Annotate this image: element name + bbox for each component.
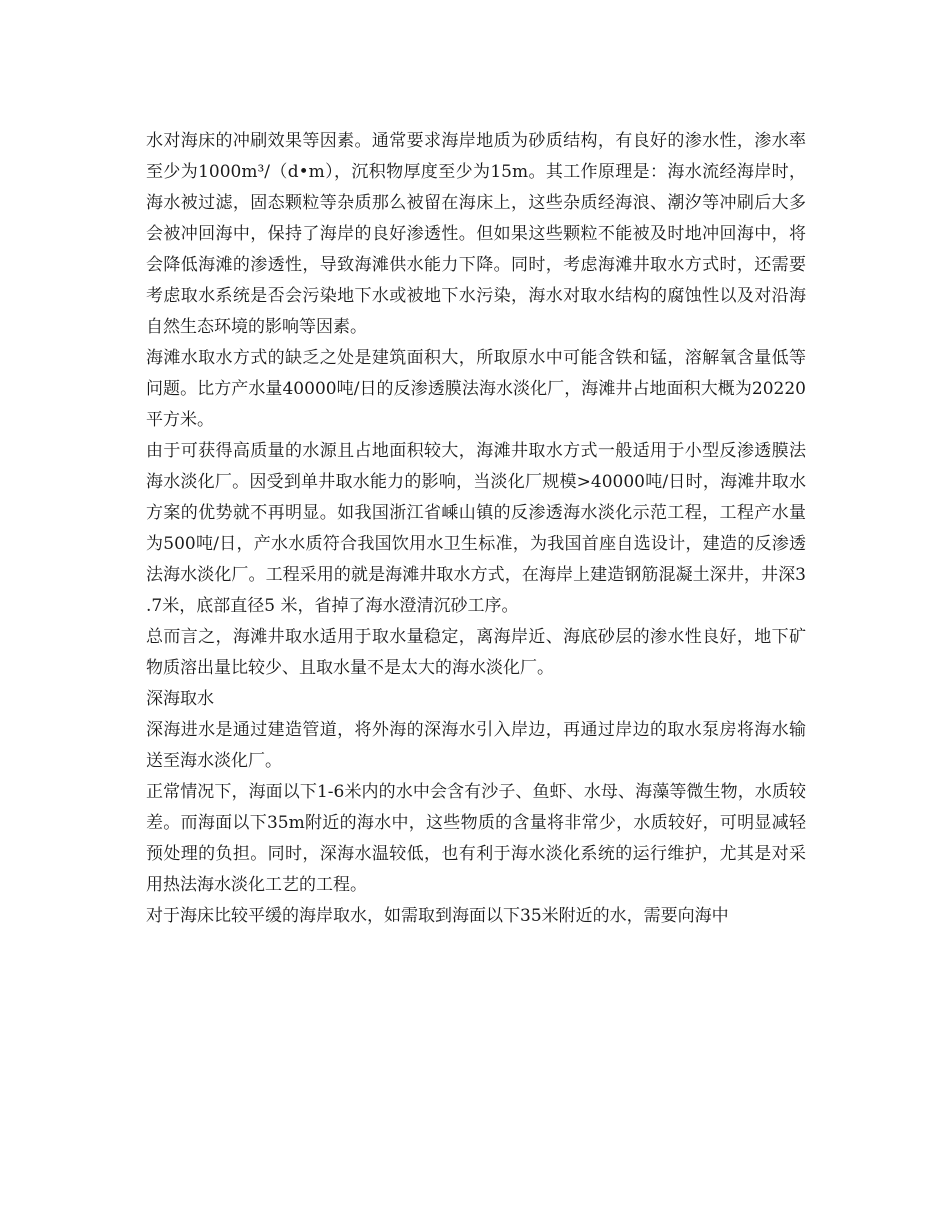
section-heading-deep-sea-intake: 深海取水 bbox=[146, 689, 214, 709]
paragraph-deep-sea-flat-seabed: 对于海床比较平缓的海岸取水，如需取到海面以下35米附近的水，需要向海中 bbox=[146, 906, 729, 926]
paragraph-beach-well-conditions: 水对海床的冲刷效果等因素。通常要求海岸地质为砂质结构，有良好的渗水性，渗水率至少为1000m³/（d•m），沉积物厚度至少为15m。其工作原理是：海水流经海岸时，海水被过滤，固态颗粒等杂质那么被留在海床上，这些杂质经海浪、潮汐等冲刷后大多会被冲回海中，保持了海岸的良好渗透性。但如果这些颗粒不能被及时地冲回海中，将会降低海滩的渗透性，导致海滩供水能力下降。同时，考虑海滩井取水方式时，还需要考虑取水系统是否会污染地下水或被地下水污染，海水对取水结构的腐蚀性以及对沿海自然生态环境的影响等因素。 bbox=[146, 131, 806, 337]
paragraph-beach-well-summary: 总而言之，海滩井取水适用于取水量稳定，离海岸近、海底砂层的渗水性良好，地下矿物质溶出量比较少、且取水量不是太大的海水淡化厂。 bbox=[146, 627, 806, 678]
body-text bbox=[146, 126, 806, 932]
paragraph-beach-well-applicability: 由于可获得高质量的水源且占地面积较大，海滩井取水方式一般适用于小型反渗透膜法海水淡化厂。因受到单井取水能力的影响，当淡化厂规模>40000吨/日时，海滩井取水方案的优势就不再明显。如我国浙江省嵊山镇的反渗透海水淡化示范工程，工程产水量为500吨/日，产水水质符合我国饮用水卫生标准，为我国首座自选设计，建造的反渗透法海水淡化厂。工程采用的就是海滩井取水方式，在海岸上建造钢筋混凝土深井，井深3.7米，底部直径5 米，省掉了海水澄清沉砂工序。 bbox=[146, 441, 806, 616]
paragraph-deep-sea-intro: 深海进水是通过建造管道，将外海的深海水引入岸边，再通过岸边的取水泵房将海水输送至海水淡化厂。 bbox=[146, 720, 806, 771]
paragraph-beach-well-drawbacks: 海滩水取水方式的缺乏之处是建筑面积大，所取原水中可能含铁和锰，溶解氧含量低等问题。比方产水量40000吨/日的反渗透膜法海水淡化厂，海滩井占地面积大概为20220平方米。 bbox=[146, 348, 806, 430]
paragraph-deep-sea-quality: 正常情况下，海面以下1-6米内的水中会含有沙子、鱼虾、水母、海藻等微生物，水质较差。而海面以下35m附近的海水中，这些物质的含量将非常少，水质较好，可明显减轻预处理的负担。同时，深海水温较低，也有利于海水淡化系统的运行维护，尤其是对采用热法海水淡化工艺的工程。 bbox=[146, 782, 806, 895]
